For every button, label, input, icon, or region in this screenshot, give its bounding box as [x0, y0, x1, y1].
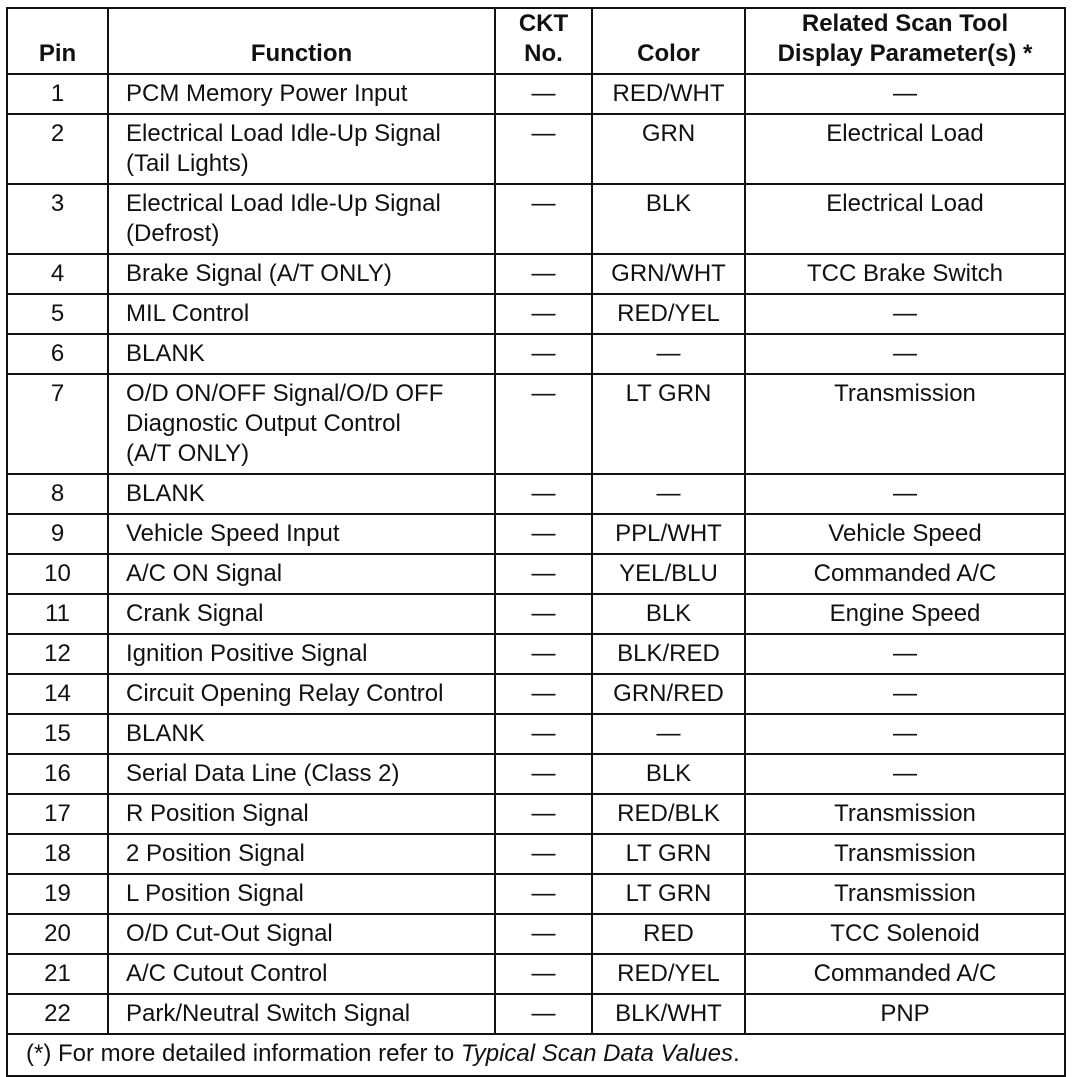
pin-cell: 10: [7, 554, 108, 594]
function-cell: [108, 634, 495, 674]
scan-parameter-cell: TCC Solenoid: [745, 914, 1065, 954]
function-cell: [108, 294, 495, 334]
pin-cell: 8: [7, 474, 108, 514]
ckt-no-cell: —: [495, 834, 592, 874]
table-row: [7, 294, 1065, 334]
color-cell: LT GRN: [592, 374, 745, 474]
header-ckt-line1: CKT: [518, 10, 569, 37]
pin-cell: 12: [7, 634, 108, 674]
pin-function-table: [6, 7, 1066, 1077]
ckt-no-cell: —: [495, 74, 592, 114]
color-cell: —: [592, 334, 745, 374]
scan-parameter-cell: Engine Speed: [745, 594, 1065, 634]
scan-parameter-cell: Electrical Load: [745, 184, 1065, 254]
table-row: [7, 254, 1065, 294]
function-line: (Defrost): [126, 220, 220, 247]
table-row: [7, 474, 1065, 514]
header-color: Color: [592, 8, 745, 74]
ckt-no-cell: —: [495, 554, 592, 594]
function-cell: [108, 554, 495, 594]
ckt-no-cell: —: [495, 334, 592, 374]
scan-parameter-cell: PNP: [745, 994, 1065, 1034]
table-row: [7, 834, 1065, 874]
pin-table-container: [6, 7, 1064, 1077]
header-scan-tool: [745, 8, 1065, 74]
table-row: [7, 634, 1065, 674]
ckt-no-cell: —: [495, 594, 592, 634]
ckt-no-cell: —: [495, 714, 592, 754]
function-cell: [108, 74, 495, 114]
table-row: [7, 554, 1065, 594]
pin-cell: 21: [7, 954, 108, 994]
color-cell: RED/BLK: [592, 794, 745, 834]
table-row: [7, 74, 1065, 114]
function-line: Crank Signal: [126, 600, 264, 627]
pin-cell: 6: [7, 334, 108, 374]
pin-cell: 4: [7, 254, 108, 294]
scan-parameter-cell: Transmission: [745, 834, 1065, 874]
function-cell: [108, 184, 495, 254]
function-cell: [108, 714, 495, 754]
scan-parameter-cell: —: [745, 754, 1065, 794]
ckt-no-cell: —: [495, 954, 592, 994]
scan-parameter-cell: Transmission: [745, 374, 1065, 474]
function-line: Ignition Positive Signal: [126, 640, 368, 667]
scan-parameter-cell: TCC Brake Switch: [745, 254, 1065, 294]
function-line: PCM Memory Power Input: [126, 80, 408, 107]
table-row: [7, 334, 1065, 374]
table-row: [7, 184, 1065, 254]
ckt-no-cell: —: [495, 374, 592, 474]
pin-cell: 7: [7, 374, 108, 474]
function-cell: [108, 994, 495, 1034]
pin-cell: 18: [7, 834, 108, 874]
scan-parameter-cell: —: [745, 74, 1065, 114]
color-cell: LT GRN: [592, 874, 745, 914]
function-line: Electrical Load Idle-Up Signal: [126, 190, 441, 217]
function-cell: [108, 954, 495, 994]
function-cell: [108, 514, 495, 554]
color-cell: RED/YEL: [592, 954, 745, 994]
table-row: [7, 954, 1065, 994]
function-cell: [108, 874, 495, 914]
header-pin: Pin: [7, 8, 108, 74]
ckt-no-cell: —: [495, 914, 592, 954]
header-row: [7, 8, 1065, 74]
function-line: Park/Neutral Switch Signal: [126, 1000, 411, 1027]
ckt-no-cell: —: [495, 754, 592, 794]
function-line: Vehicle Speed Input: [126, 520, 340, 547]
color-cell: GRN: [592, 114, 745, 184]
table-row: [7, 994, 1065, 1034]
pin-cell: 3: [7, 184, 108, 254]
table-row: [7, 874, 1065, 914]
function-line: Circuit Opening Relay Control: [126, 680, 444, 707]
table-row: [7, 914, 1065, 954]
pin-cell: 22: [7, 994, 108, 1034]
color-cell: RED/WHT: [592, 74, 745, 114]
pin-cell: 17: [7, 794, 108, 834]
function-line: Brake Signal (A/T ONLY): [126, 260, 392, 287]
table-row: [7, 714, 1065, 754]
ckt-no-cell: —: [495, 514, 592, 554]
function-cell: [108, 834, 495, 874]
pin-cell: 14: [7, 674, 108, 714]
pin-cell: 15: [7, 714, 108, 754]
scan-parameter-cell: —: [745, 714, 1065, 754]
function-line: R Position Signal: [126, 800, 309, 827]
color-cell: GRN/RED: [592, 674, 745, 714]
function-line: BLANK: [126, 720, 205, 747]
function-line: O/D ON/OFF Signal/O/D OFF: [126, 380, 444, 407]
function-cell: [108, 334, 495, 374]
pin-cell: 9: [7, 514, 108, 554]
ckt-no-cell: —: [495, 474, 592, 514]
header-ckt-no: [495, 8, 592, 74]
function-line: Serial Data Line (Class 2): [126, 760, 400, 787]
color-cell: GRN/WHT: [592, 254, 745, 294]
color-cell: —: [592, 714, 745, 754]
header-scan-line2: Display Parameter(s) *: [777, 40, 1033, 67]
function-line: O/D Cut-Out Signal: [126, 920, 333, 947]
function-line: Electrical Load Idle-Up Signal: [126, 120, 441, 147]
pin-cell: 19: [7, 874, 108, 914]
function-line: A/C Cutout Control: [126, 960, 328, 987]
table-row: [7, 374, 1065, 474]
color-cell: RED/YEL: [592, 294, 745, 334]
table-row: [7, 514, 1065, 554]
color-cell: BLK/WHT: [592, 994, 745, 1034]
scan-parameter-cell: —: [745, 294, 1065, 334]
footnote-reference: Typical Scan Data Values: [460, 1040, 733, 1067]
scan-parameter-cell: Commanded A/C: [745, 954, 1065, 994]
function-cell: [108, 254, 495, 294]
color-cell: BLK/RED: [592, 634, 745, 674]
color-cell: YEL/BLU: [592, 554, 745, 594]
function-line: BLANK: [126, 340, 205, 367]
table-row: [7, 674, 1065, 714]
function-cell: [108, 754, 495, 794]
function-line: Diagnostic Output Control: [126, 410, 401, 437]
function-cell: [108, 914, 495, 954]
function-line: (A/T ONLY): [126, 440, 250, 467]
ckt-no-cell: —: [495, 994, 592, 1034]
ckt-no-cell: —: [495, 634, 592, 674]
ckt-no-cell: —: [495, 114, 592, 184]
scan-parameter-cell: —: [745, 674, 1065, 714]
function-cell: [108, 114, 495, 184]
function-cell: [108, 674, 495, 714]
scan-parameter-cell: —: [745, 474, 1065, 514]
function-cell: [108, 374, 495, 474]
ckt-no-cell: —: [495, 674, 592, 714]
ckt-no-cell: —: [495, 294, 592, 334]
scan-parameter-cell: Transmission: [745, 874, 1065, 914]
ckt-no-cell: —: [495, 184, 592, 254]
header-ckt-line2: No.: [524, 40, 563, 67]
ckt-no-cell: —: [495, 794, 592, 834]
scan-parameter-cell: Vehicle Speed: [745, 514, 1065, 554]
table-body: [7, 74, 1065, 1034]
function-line: (Tail Lights): [126, 150, 249, 177]
scan-parameter-cell: —: [745, 334, 1065, 374]
color-cell: BLK: [592, 184, 745, 254]
ckt-no-cell: —: [495, 874, 592, 914]
pin-cell: 5: [7, 294, 108, 334]
pin-cell: 1: [7, 74, 108, 114]
function-line: MIL Control: [126, 300, 250, 327]
function-cell: [108, 794, 495, 834]
table-row: [7, 794, 1065, 834]
pin-cell: 2: [7, 114, 108, 184]
color-cell: BLK: [592, 754, 745, 794]
table-row: [7, 594, 1065, 634]
pin-cell: 16: [7, 754, 108, 794]
color-cell: —: [592, 474, 745, 514]
function-line: L Position Signal: [126, 880, 304, 907]
color-cell: LT GRN: [592, 834, 745, 874]
scan-parameter-cell: Transmission: [745, 794, 1065, 834]
scan-parameter-cell: —: [745, 634, 1065, 674]
color-cell: PPL/WHT: [592, 514, 745, 554]
ckt-no-cell: —: [495, 254, 592, 294]
function-cell: [108, 474, 495, 514]
function-line: BLANK: [126, 480, 205, 507]
header-function: Function: [108, 8, 495, 74]
scan-parameter-cell: Commanded A/C: [745, 554, 1065, 594]
footnote-lead: (*) For more detailed information refer to: [26, 1040, 461, 1067]
table-row: [7, 114, 1065, 184]
function-cell: [108, 594, 495, 634]
color-cell: BLK: [592, 594, 745, 634]
header-scan-line1: Related Scan Tool: [801, 10, 1009, 37]
function-line: 2 Position Signal: [126, 840, 305, 867]
pin-cell: 20: [7, 914, 108, 954]
color-cell: RED: [592, 914, 745, 954]
table-row: [7, 754, 1065, 794]
scan-parameter-cell: Electrical Load: [745, 114, 1065, 184]
pin-cell: 11: [7, 594, 108, 634]
function-line: A/C ON Signal: [126, 560, 283, 587]
footnote-trail: .: [732, 1040, 740, 1067]
